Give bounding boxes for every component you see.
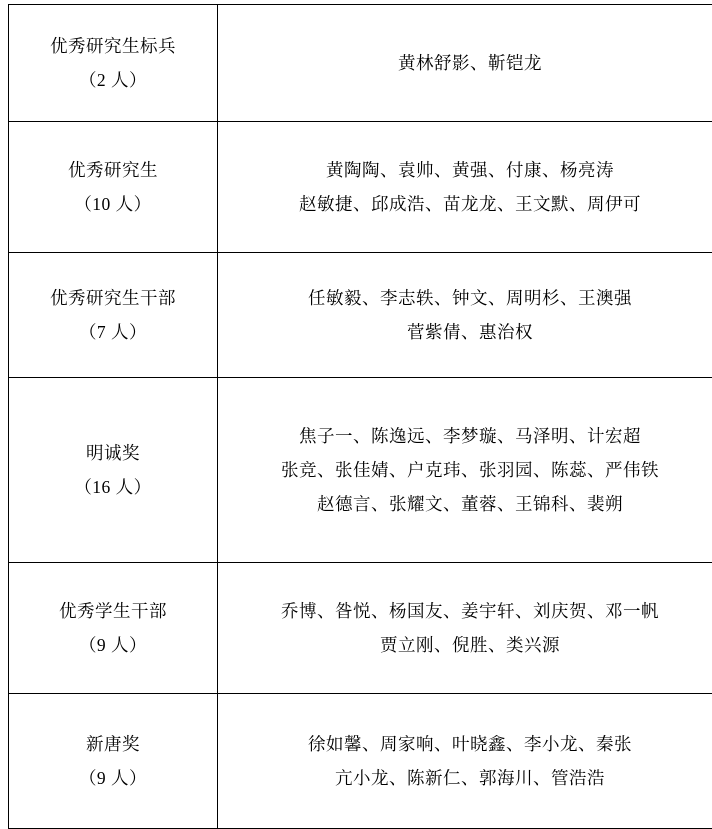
category-cell	[9, 253, 218, 378]
names-cell	[218, 253, 712, 378]
name-line: 菅紫倩、惠治权	[222, 315, 712, 349]
name-line: 亢小龙、陈新仁、郭海川、管浩浩	[222, 761, 712, 795]
category-count: （9 人）	[13, 628, 213, 662]
name-line: 黄林舒影、靳铠龙	[222, 46, 712, 80]
name-line: 赵敏捷、邱成浩、苗龙龙、王文默、周伊可	[222, 187, 712, 221]
category-cell	[9, 694, 218, 829]
category-count: （16 人）	[13, 470, 213, 504]
name-line: 任敏毅、李志轶、钟文、周明杉、王澳强	[222, 281, 712, 315]
category-count: （9 人）	[13, 761, 213, 795]
category-cell	[9, 5, 218, 122]
name-line: 贾立刚、倪胜、类兴源	[222, 628, 712, 662]
category-title: 优秀研究生标兵	[13, 29, 213, 63]
names-cell	[218, 563, 712, 694]
category-title: 新唐奖	[13, 727, 213, 761]
names-cell	[218, 378, 712, 563]
category-count: （10 人）	[13, 187, 213, 221]
names-cell	[218, 122, 712, 253]
table-row	[9, 5, 712, 122]
category-count: （7 人）	[13, 315, 213, 349]
table-row	[9, 122, 712, 253]
category-count: （2 人）	[13, 63, 213, 97]
table-body	[9, 5, 712, 829]
name-line: 黄陶陶、袁帅、黄强、付康、杨亮涛	[222, 153, 712, 187]
category-title: 明诚奖	[13, 436, 213, 470]
category-cell	[9, 563, 218, 694]
category-cell	[9, 122, 218, 253]
name-line: 焦子一、陈逸远、李梦璇、马泽明、计宏超	[222, 419, 712, 453]
table-row	[9, 563, 712, 694]
name-line: 赵德言、张耀文、董蓉、王锦科、裴朔	[222, 487, 712, 521]
table-row	[9, 378, 712, 563]
table-row	[9, 694, 712, 829]
names-cell	[218, 5, 712, 122]
names-cell	[218, 694, 712, 829]
name-line: 乔博、昝悦、杨国友、姜宇轩、刘庆贺、邓一帆	[222, 594, 712, 628]
table-row	[9, 253, 712, 378]
category-cell	[9, 378, 218, 563]
name-line: 张竞、张佳婧、户克玮、张羽园、陈蕊、严伟铁	[222, 453, 712, 487]
award-list-table	[8, 4, 712, 829]
name-line: 徐如馨、周家响、叶晓鑫、李小龙、秦张	[222, 727, 712, 761]
category-title: 优秀研究生	[13, 153, 213, 187]
category-title: 优秀研究生干部	[13, 281, 213, 315]
category-title: 优秀学生干部	[13, 594, 213, 628]
